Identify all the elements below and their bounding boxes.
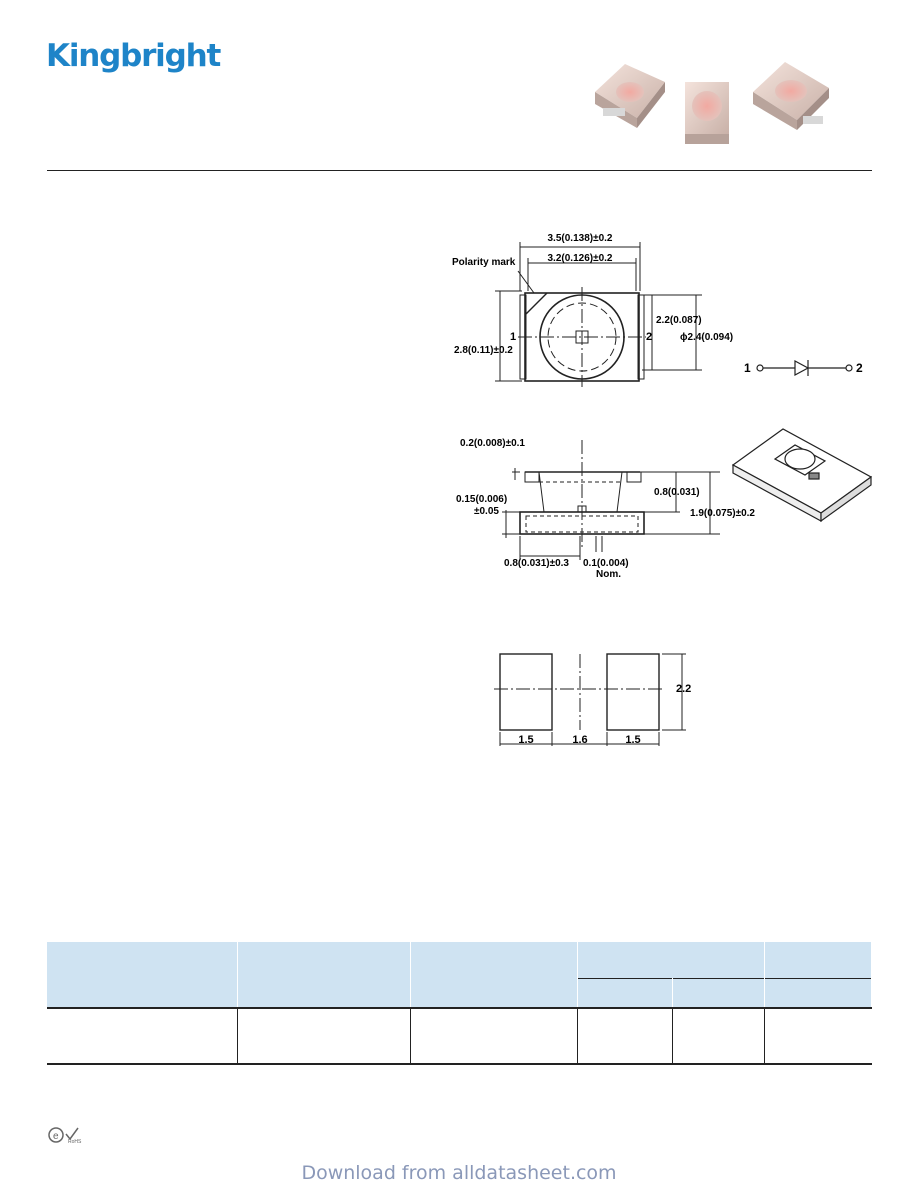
rohs-text: RoHS [68, 1139, 82, 1144]
svg-text:e: e [53, 1131, 59, 1142]
spec-cell [765, 1008, 872, 1064]
spec-header-cell [765, 942, 872, 979]
spec-table-row [47, 1008, 872, 1064]
led-photo-left [595, 64, 665, 128]
circuit-pin1: 1 [744, 361, 751, 375]
spec-header-cell [238, 942, 411, 1008]
circuit-pin2: 2 [856, 361, 863, 375]
pad-gap-label: 1.6 [572, 734, 588, 746]
spec-cell [238, 1008, 411, 1064]
spec-header-cell [578, 942, 765, 979]
pad-layout-drawing [490, 648, 700, 750]
lead-thickness-tolerance: ±0.05 [474, 506, 499, 517]
package-3d-sketch [725, 425, 875, 525]
total-height-label: 1.9(0.075)±0.2 [690, 508, 755, 519]
spec-header-cell [47, 942, 238, 1008]
height-label: 2.8(0.11)±0.2 [454, 345, 513, 356]
spec-cell [47, 1008, 238, 1064]
spec-cell [673, 1008, 765, 1064]
spec-subheader-cell [578, 979, 673, 1009]
pad1-label: 1.5 [518, 734, 534, 746]
kingbright-logo: Kingbright [46, 38, 221, 74]
diameter-label: ϕ2.4(0.094) [680, 332, 734, 343]
pin2-label: 2 [646, 331, 653, 343]
spec-table [47, 942, 872, 1065]
pad2-label: 1.5 [625, 734, 641, 746]
spec-cell [578, 1008, 673, 1064]
lead-thickness-label: 0.15(0.006) [456, 494, 508, 505]
top-step-label: 0.2(0.008)±0.1 [460, 438, 525, 449]
width-outer-label: 3.5(0.138)±0.2 [547, 233, 613, 244]
width-inner-label: 3.2(0.126)±0.2 [547, 253, 613, 264]
diode-circuit-symbol [740, 355, 870, 381]
gap-label: 0.1(0.004) [583, 558, 629, 569]
top-view-dimension-drawing [440, 225, 740, 395]
pin1-label: 1 [510, 331, 517, 343]
spec-cell [411, 1008, 578, 1064]
spec-subheader-cell [673, 979, 765, 1009]
pad-height-label: 2.2 [676, 683, 692, 695]
lead-width-label: 0.8(0.031)±0.3 [504, 558, 569, 569]
spec-table-header-row [47, 942, 872, 979]
led-photo-center [685, 82, 729, 144]
footer-download-text: Download from alldatasheet.com [301, 1162, 617, 1184]
spec-header-cell [411, 942, 578, 1008]
inner-height-label: 2.2(0.087) [656, 315, 702, 326]
led-product-photos [585, 52, 835, 152]
gap-nom-label: Nom. [596, 569, 621, 580]
polarity-mark-label: Polarity mark [452, 257, 516, 268]
rohs-compliance-icon [48, 1126, 108, 1144]
header-divider [47, 170, 872, 171]
led-photo-right [753, 62, 829, 130]
lens-height-label: 0.8(0.031) [654, 487, 700, 498]
spec-subheader-cell [765, 979, 872, 1009]
